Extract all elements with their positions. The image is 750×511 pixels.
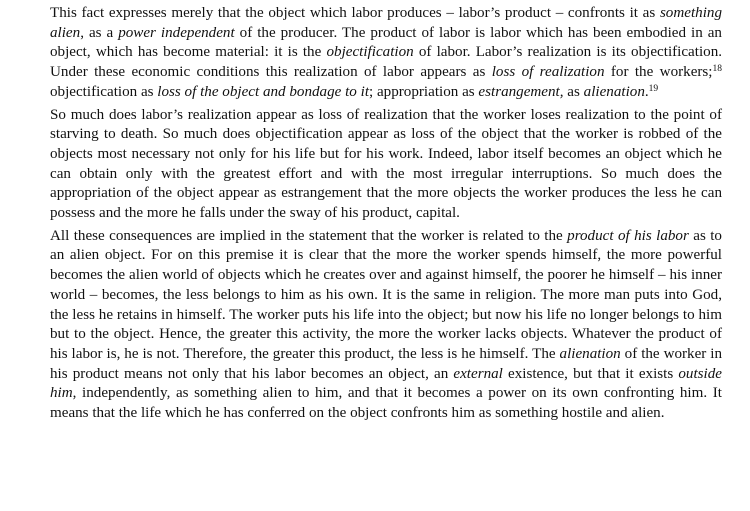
- document-body: [50, 4, 722, 427]
- emphasis-text: outside him: [50, 365, 722, 402]
- text-run: as to an alien object. For on this premise it is clear that the more the worker spends himself, the more powerful becomes the alien world of objects which he creates over and against himself, the poorer he himself – his inner world – becomes, the less belongs to him as his own. It is the same in religion. The more man puts into God, the less he retains in himself. The worker puts his life into the object; but now his life no longer belongs to him but to the object. Hence, the greater this activity, the more the worker lacks objects. Whatever the product of his labor is, he is not. Therefore, the greater this product, the less is he himself. The: [50, 227, 722, 362]
- text-run: of labor. Labor’s realization is its objectification. Under these economic conditions this realization of labor appears as: [50, 44, 723, 81]
- text-run: for the workers;: [604, 64, 713, 81]
- text-run: .: [644, 83, 649, 100]
- emphasis-text: estrangement,: [478, 83, 564, 100]
- text-run: existence, but that it exists: [502, 365, 679, 382]
- paragraph: [50, 227, 722, 424]
- text-run: This fact expresses merely that the object which labor produces – labor’s product – confronts it as: [50, 5, 660, 21]
- text-run: of the producer. The product of labor is labor which has been embodied in an object, which has become material: it is the: [50, 24, 722, 61]
- text-run: All these consequences are implied in the statement that the worker is related to the: [50, 227, 568, 244]
- footnote-ref: 18: [712, 64, 722, 75]
- paragraph: [50, 4, 722, 103]
- footnote-ref: 19: [648, 83, 659, 94]
- text-run: ; appropriation as: [369, 83, 479, 100]
- text-run: , independently, as something alien to him, and that it becomes a power on its own confronting him. It means that the life which he has conferred on the object confronts him as something hostile and alien.: [50, 385, 722, 422]
- emphasis-text: alienation: [583, 83, 645, 100]
- emphasis-text: loss of the object and bondage to it: [157, 83, 370, 100]
- emphasis-text: external: [453, 365, 503, 382]
- emphasis-text: objectification: [326, 44, 414, 61]
- emphasis-text: alienation: [559, 345, 621, 362]
- text-run: of the worker in his product means not only that his labor becomes an object, an: [50, 345, 723, 382]
- paragraph: [50, 106, 722, 224]
- text-run: as: [563, 83, 584, 100]
- emphasis-text: product of his labor: [567, 227, 689, 244]
- emphasis-text: loss of realization: [491, 64, 605, 81]
- emphasis-text: power independent: [118, 24, 235, 41]
- emphasis-text: something alien: [50, 5, 722, 41]
- text-run: So much does labor’s realization appear as loss of realization that the worker loses realization to the point of starving to death. So much does objectification appear as loss of the object that the worker is robbed of the objects most necessary not only for his life but for his work. Indeed, labor itself becomes an object which he can obtain only with the greatest effort and with the most irregular interruptions. So much does the appropriation of the object appear as estrangement that the more objects the worker produces the less he can possess and the more he falls under the sway of his product, capital.: [50, 106, 722, 222]
- text-run: objectification as: [50, 83, 158, 100]
- text-run: , as a: [80, 24, 119, 41]
